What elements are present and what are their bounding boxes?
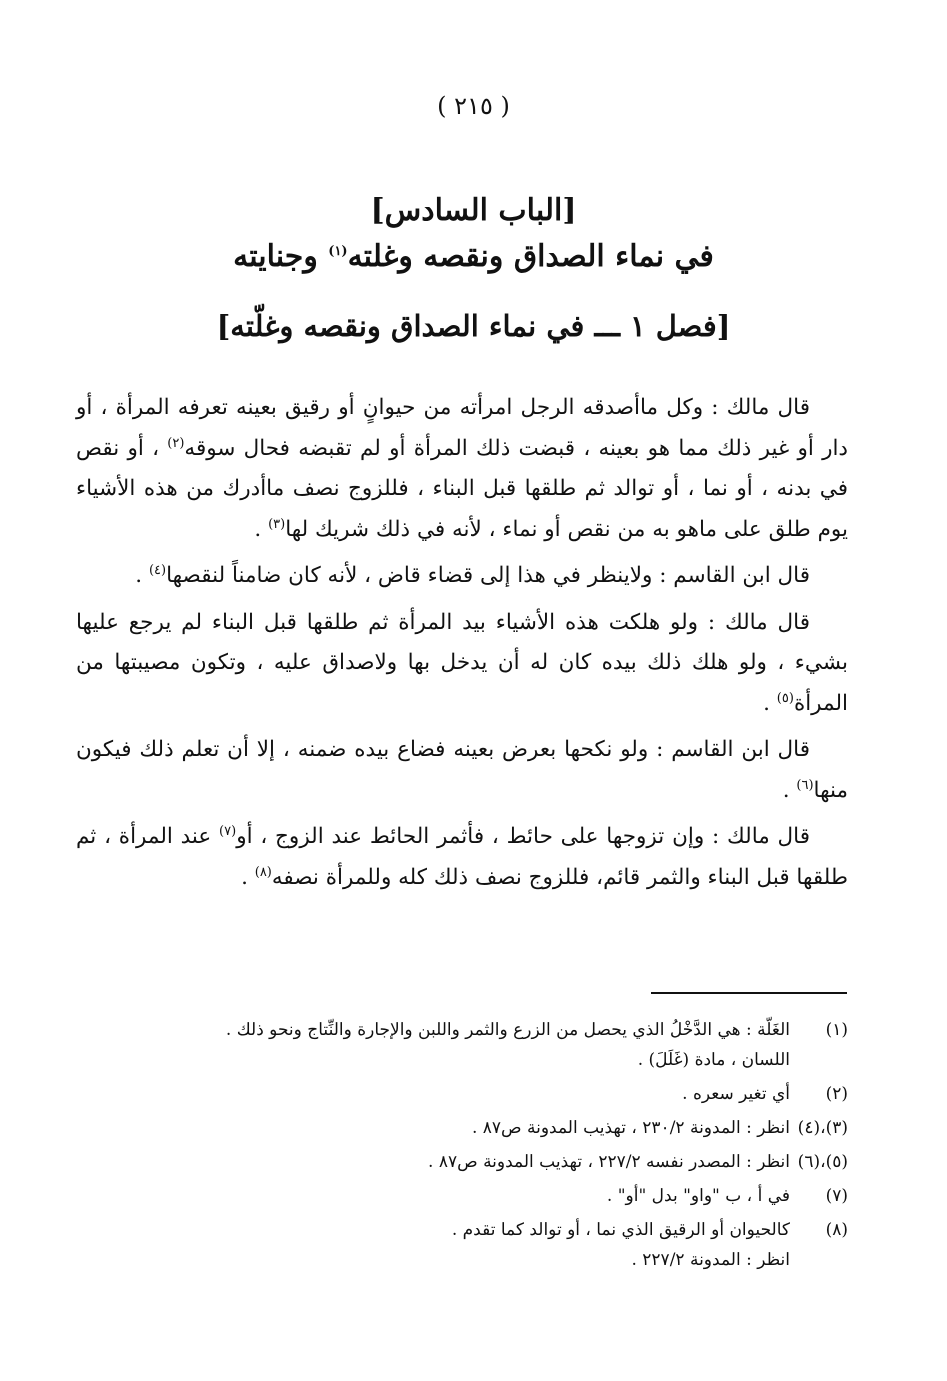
footnote-ref: (٦) xyxy=(796,777,814,793)
footnote-line: كالحيوان أو الرقيق الذي نما ، أو توالد كما تقدم . xyxy=(451,1220,790,1240)
footnote-text xyxy=(120,1215,790,1275)
footnote-line: اللسان ، مادة (غَلَلَ) . xyxy=(637,1050,790,1070)
footnote-ref: (٧) xyxy=(219,823,237,839)
footnote-text xyxy=(120,1181,790,1211)
footnote-number: (٨) xyxy=(825,1220,848,1240)
footnote xyxy=(120,1181,848,1211)
footnote xyxy=(120,1015,848,1075)
footnote-ref: (٣) xyxy=(268,516,286,532)
footnote xyxy=(120,1113,848,1143)
paragraph-text: قال مالك : ولو هلكت هذه الأشياء بيد المرأة ثم طلقها قبل البناء لم يرجع عليها بشيء ، ولو هلك ذلك بيده كان له أن يدخل بها ولاصداق عليه ، وتكون مصيبتها من المرأة xyxy=(76,609,848,716)
footnote-line: انظر : المدونة ٢٣٠/٢ ، تهذيب المدونة ص٨٧ . xyxy=(471,1118,790,1138)
paragraph xyxy=(76,817,848,898)
footnote-line: انظر : المدونة ٢٢٧/٢ . xyxy=(631,1250,790,1270)
chapter-heading: [الباب السادس] xyxy=(370,193,577,228)
paragraph-text: قال مالك : وكل ماأصدقه الرجل امرأته من حيوانٍ أو رقيق بعينه تعرفه المرأة ، أو دار أو غير ذلك مما هو بعينه ، قبضت ذلك المرأة أو لم تقبضه فحال سوقه xyxy=(76,395,849,461)
paragraph-text: ، أو نقص في بدنه ، أو نما ، أو توالد ثم طلقها قبل البناء ، فللزوج نصف ماأدرك من هذه الأشياء يوم طلق على ماهو به من نقص أو نماء ، لأنه في ذلك شريك لها xyxy=(76,435,848,542)
paragraph-text: عند المرأة ، ثم طلقها قبل البناء والثمر قائم، فللزوج نصف ذلك كله وللمرأة نصفه xyxy=(76,824,848,890)
footnote-text xyxy=(120,1079,790,1109)
chapter-title xyxy=(120,188,827,280)
footnote-text xyxy=(120,1113,790,1143)
footnote-line: الغَلّة : هي الدَّخْلُ الذي يحصل من الزرع والثمر واللبن والإجارة والنِّتاج ونحو ذلك . xyxy=(225,1020,790,1040)
footnote-text xyxy=(120,1015,790,1075)
footnote-number: (٢) xyxy=(825,1084,848,1104)
footnote-ref: (٤) xyxy=(148,562,167,578)
footnote xyxy=(120,1079,848,1109)
paragraph xyxy=(76,730,848,811)
paragraph-text: قال ابن القاسم : ولو نكحها بعرض بعينه فضاع بيده ضمنه ، إلا أن تعلم ذلك فيكون منها xyxy=(76,737,848,803)
body-text xyxy=(76,388,848,904)
footnote-text xyxy=(120,1147,790,1177)
footnote-ref: (١) xyxy=(328,244,348,259)
footnote-number: (١) xyxy=(825,1020,848,1040)
footnote-number: (٣)،(٤) xyxy=(797,1118,848,1138)
paragraph-text: قال ابن القاسم : ولاينظر في هذا إلى قضاء قاض ، لأنه كان ضامناً لنقصها xyxy=(166,563,810,588)
paragraph xyxy=(76,603,848,725)
footnotes xyxy=(120,1015,848,1279)
chapter-subtitle-text: في نماء الصداق ونقصه وغلته xyxy=(347,239,714,274)
page-number: ( ٢١٥ ) xyxy=(437,92,510,120)
footnote-number: (٥)،(٦) xyxy=(797,1152,848,1172)
footnote-ref: (٥) xyxy=(776,690,794,706)
footnote xyxy=(120,1215,848,1275)
footnote-divider xyxy=(651,992,847,994)
chapter-subtitle-text-end: وجنايته xyxy=(233,239,329,274)
section-title: [فصل ١ ـــ في نماء الصداق ونقصه وغلّته] xyxy=(216,309,731,343)
paragraph xyxy=(76,556,848,597)
paragraph-text: . xyxy=(254,516,269,542)
paragraph-text: . xyxy=(241,864,255,890)
footnote-ref: (٨) xyxy=(254,864,272,880)
footnote-line: انظر : المصدر نفسه ٢٢٧/٢ ، تهذيب المدونة ص٨٧ . xyxy=(428,1152,790,1172)
footnote-ref: (٢) xyxy=(167,435,185,451)
footnote-line: في أ ، ب "واو" بدل "أو" . xyxy=(606,1186,790,1206)
paragraph-text: . xyxy=(763,690,777,716)
chapter-subtitle xyxy=(120,234,827,280)
footnote-number: (٧) xyxy=(825,1186,848,1206)
paragraph-text: . xyxy=(135,563,149,588)
paragraph-text: . xyxy=(782,777,797,803)
paragraph xyxy=(76,388,848,550)
paragraph-text: قال مالك : وإن تزوجها على حائط ، فأثمر الحائط عند الزوج ، أو xyxy=(236,824,811,849)
footnote xyxy=(120,1147,848,1177)
footnote-line: أي تغير سعره . xyxy=(682,1084,790,1104)
